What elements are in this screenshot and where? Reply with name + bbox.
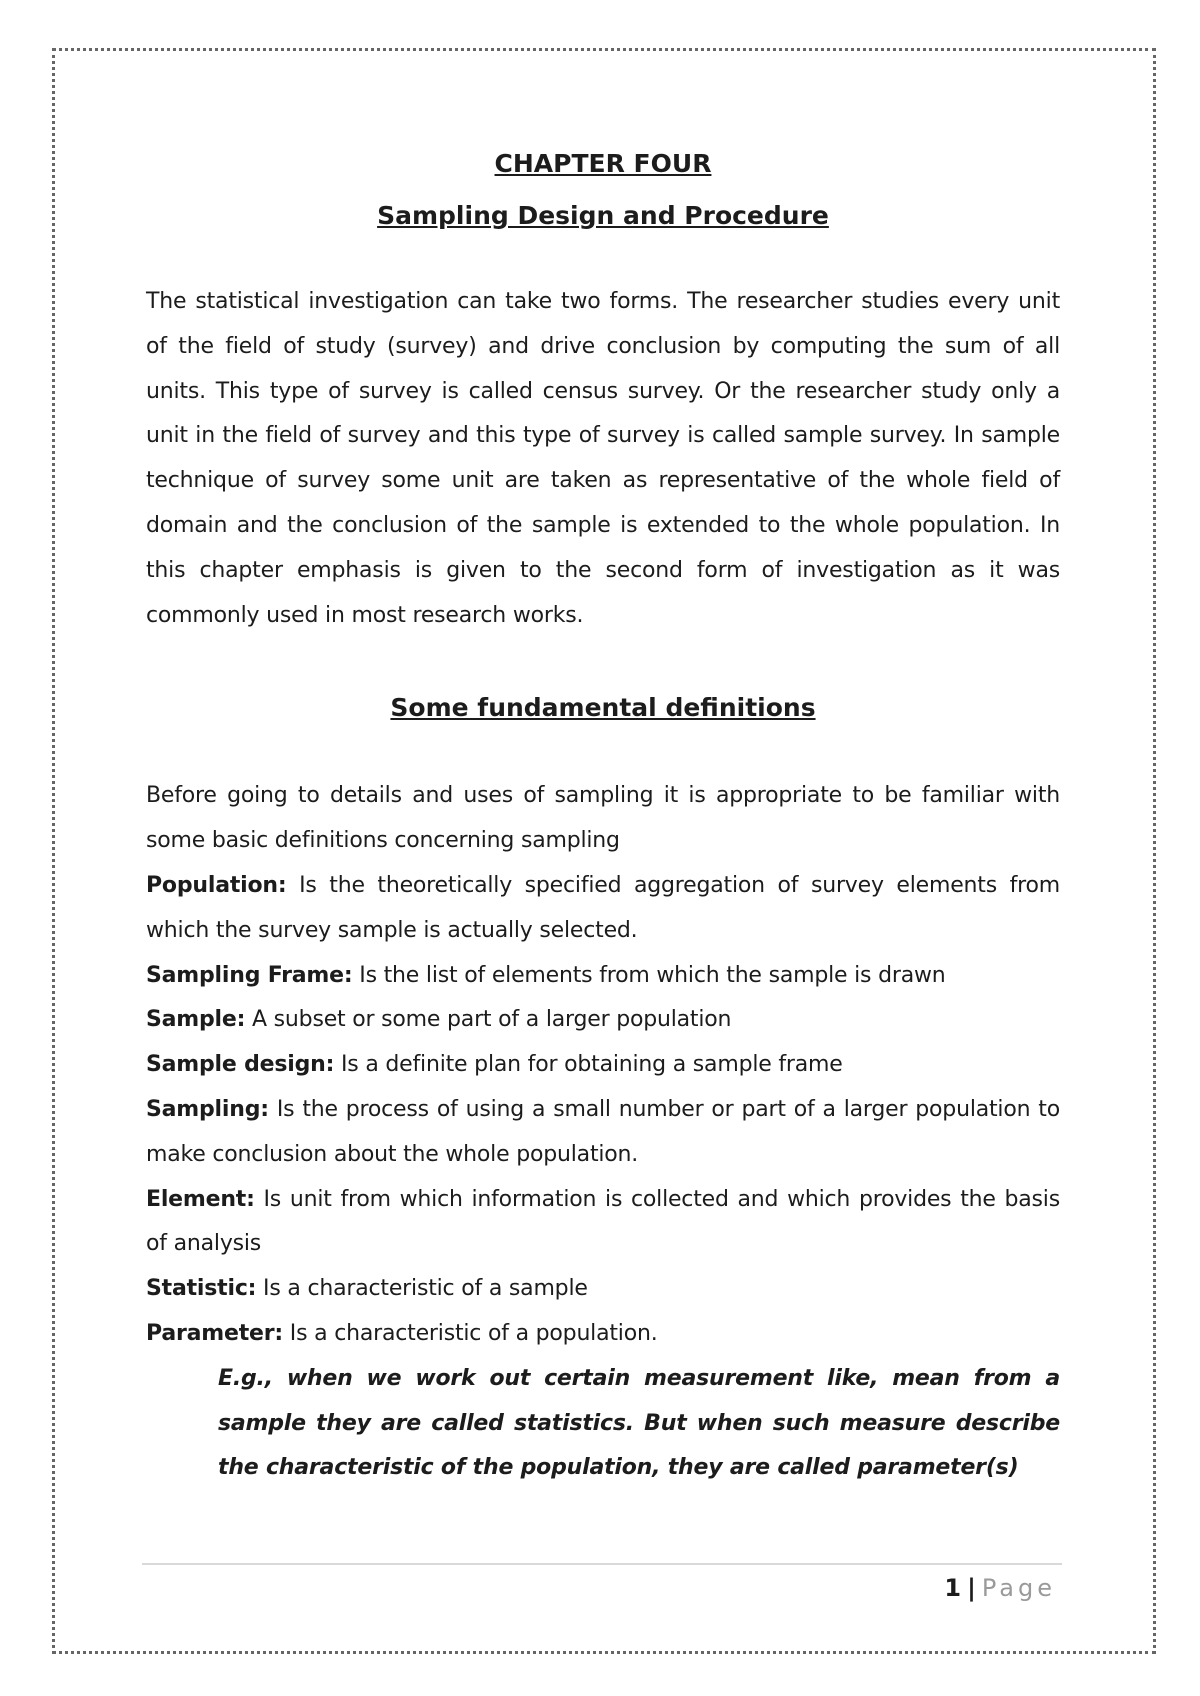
definition-text: Is a characteristic of a population. — [283, 1320, 658, 1346]
definition-term: Parameter: — [146, 1320, 284, 1346]
definition-term: Sample: — [146, 1007, 246, 1033]
definition-text: Is the theoretically specified aggregation of survey elements from which the survey sample is actually selected. — [146, 872, 1060, 943]
definition-term: Statistic: — [146, 1276, 257, 1302]
definition-text: Is unit from which information is collected and which provides the basis of analysis — [146, 1186, 1060, 1257]
definition-sample — [146, 998, 1060, 1043]
definition-term: Element: — [146, 1186, 255, 1212]
page-label: Page — [981, 1574, 1056, 1602]
definition-text: Is the list of elements from which the sample is drawn — [352, 962, 946, 988]
definition-text: A subset or some part of a larger population — [245, 1007, 732, 1033]
definition-sampling — [146, 1088, 1060, 1178]
document-body — [146, 138, 1060, 1491]
page-footer — [944, 1572, 1056, 1604]
definition-statistic — [146, 1267, 1060, 1312]
definition-element — [146, 1178, 1060, 1268]
chapter-heading: CHAPTER FOUR — [494, 149, 712, 178]
definition-term: Sampling Frame: — [146, 962, 353, 988]
definition-text: Is a characteristic of a sample — [256, 1276, 588, 1302]
example-note: E.g., when we work out certain measurement like, mean from a sample they are called statistics. But when such measure describe the characteristic of the population, they are called parameter(s) — [218, 1365, 1060, 1481]
definition-population — [146, 864, 1060, 954]
chapter-title: Sampling Design and Procedure — [377, 201, 829, 230]
definition-term: Sampling: — [146, 1096, 269, 1122]
definition-sampling-frame — [146, 954, 1060, 999]
definition-term: Population: — [146, 872, 287, 898]
definitions-lead: Before going to details and uses of sampling it is appropriate to be familiar with some basic definitions concerning sampling — [146, 783, 1060, 854]
definition-parameter — [146, 1312, 1060, 1357]
definitions-heading: Some fundamental definitions — [390, 693, 816, 723]
page-separator: | — [967, 1574, 976, 1602]
intro-paragraph: The statistical investigation can take two forms. The researcher studies every unit of the field of study (survey) and drive conclusion by computing the sum of all units. This type of survey is called census survey. Or the researcher study only a unit in the field of survey and this type of survey is called sample survey. In sample technique of survey some unit are taken as representative of the whole field of domain and the conclusion of the sample is extended to the whole population. In this chapter emphasis is given to the second form of investigation as it was commonly used in most research works. — [146, 289, 1060, 628]
footer-divider — [142, 1563, 1062, 1565]
definition-text: Is the process of using a small number or part of a larger population to make conclusion about the whole population. — [146, 1096, 1060, 1167]
definition-term: Sample design: — [146, 1052, 335, 1078]
definition-sample-design — [146, 1043, 1060, 1088]
definition-text: Is a definite plan for obtaining a sample frame — [334, 1052, 843, 1078]
page-number: 1 — [944, 1574, 962, 1602]
